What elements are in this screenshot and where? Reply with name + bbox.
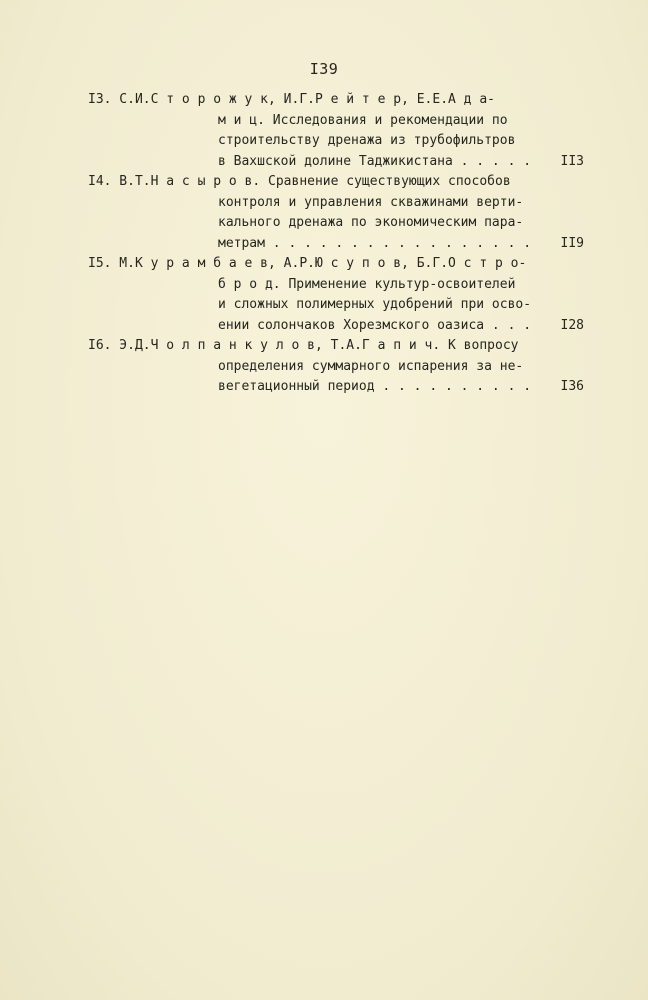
page-number: I39	[309, 60, 339, 78]
toc-entry-16	[88, 336, 596, 398]
toc-entry-line: кального дренажа по экономическим пара-	[218, 215, 524, 230]
toc-page-ref: II9	[560, 235, 584, 251]
toc-entry-line: и сложных полимерных удобрений при осво-	[218, 297, 532, 312]
toc-entry-line: метрам . . . . . . . . . . . . . . . . .	[218, 235, 532, 251]
toc-entry-line: б р о д. Применение культур-освоителей	[218, 276, 516, 292]
toc-entry-line: м и ц. Исследования и рекомендации по	[218, 112, 508, 128]
toc-page-ref: I36	[560, 379, 584, 394]
toc-entry-14	[88, 172, 596, 254]
toc-page-ref: II3	[560, 153, 584, 169]
toc-entry-line: контроля и управления скважинами верти-	[218, 194, 524, 210]
toc-entry-line: вегетационный период . . . . . . . . . .	[218, 379, 532, 394]
toc-entry-line: I6. Э.Д.Ч о л п а н к у л о в, Т.А.Г а п и ч. К вопросу	[88, 338, 519, 353]
toc-page-ref: I28	[560, 317, 584, 333]
table-of-contents	[88, 90, 596, 398]
toc-entry-13	[88, 90, 596, 172]
toc-entry-line: определения суммарного испарения за не-	[218, 358, 524, 374]
toc-entry-line: I5. М.К у р а м б а е в, А.Р.Ю с у п о в, Б.Г.О с т р о-	[88, 256, 527, 271]
toc-entry-line: строительству дренажа из трубофильтров	[218, 133, 516, 148]
toc-entry-line: в Вахшской долине Таджикистана . . . . .	[218, 153, 532, 169]
toc-entry-line: ении солончаков Хорезмского оазиса . . .	[218, 317, 532, 333]
toc-entry-line: I3. С.И.С т о р о ж у к, И.Г.Р е й т е р, Е.Е.А д а-	[88, 92, 495, 107]
toc-entry-line: I4. В.Т.Н а с ы р о в. Сравнение существующих способов	[88, 174, 511, 189]
toc-entry-15	[88, 254, 596, 336]
